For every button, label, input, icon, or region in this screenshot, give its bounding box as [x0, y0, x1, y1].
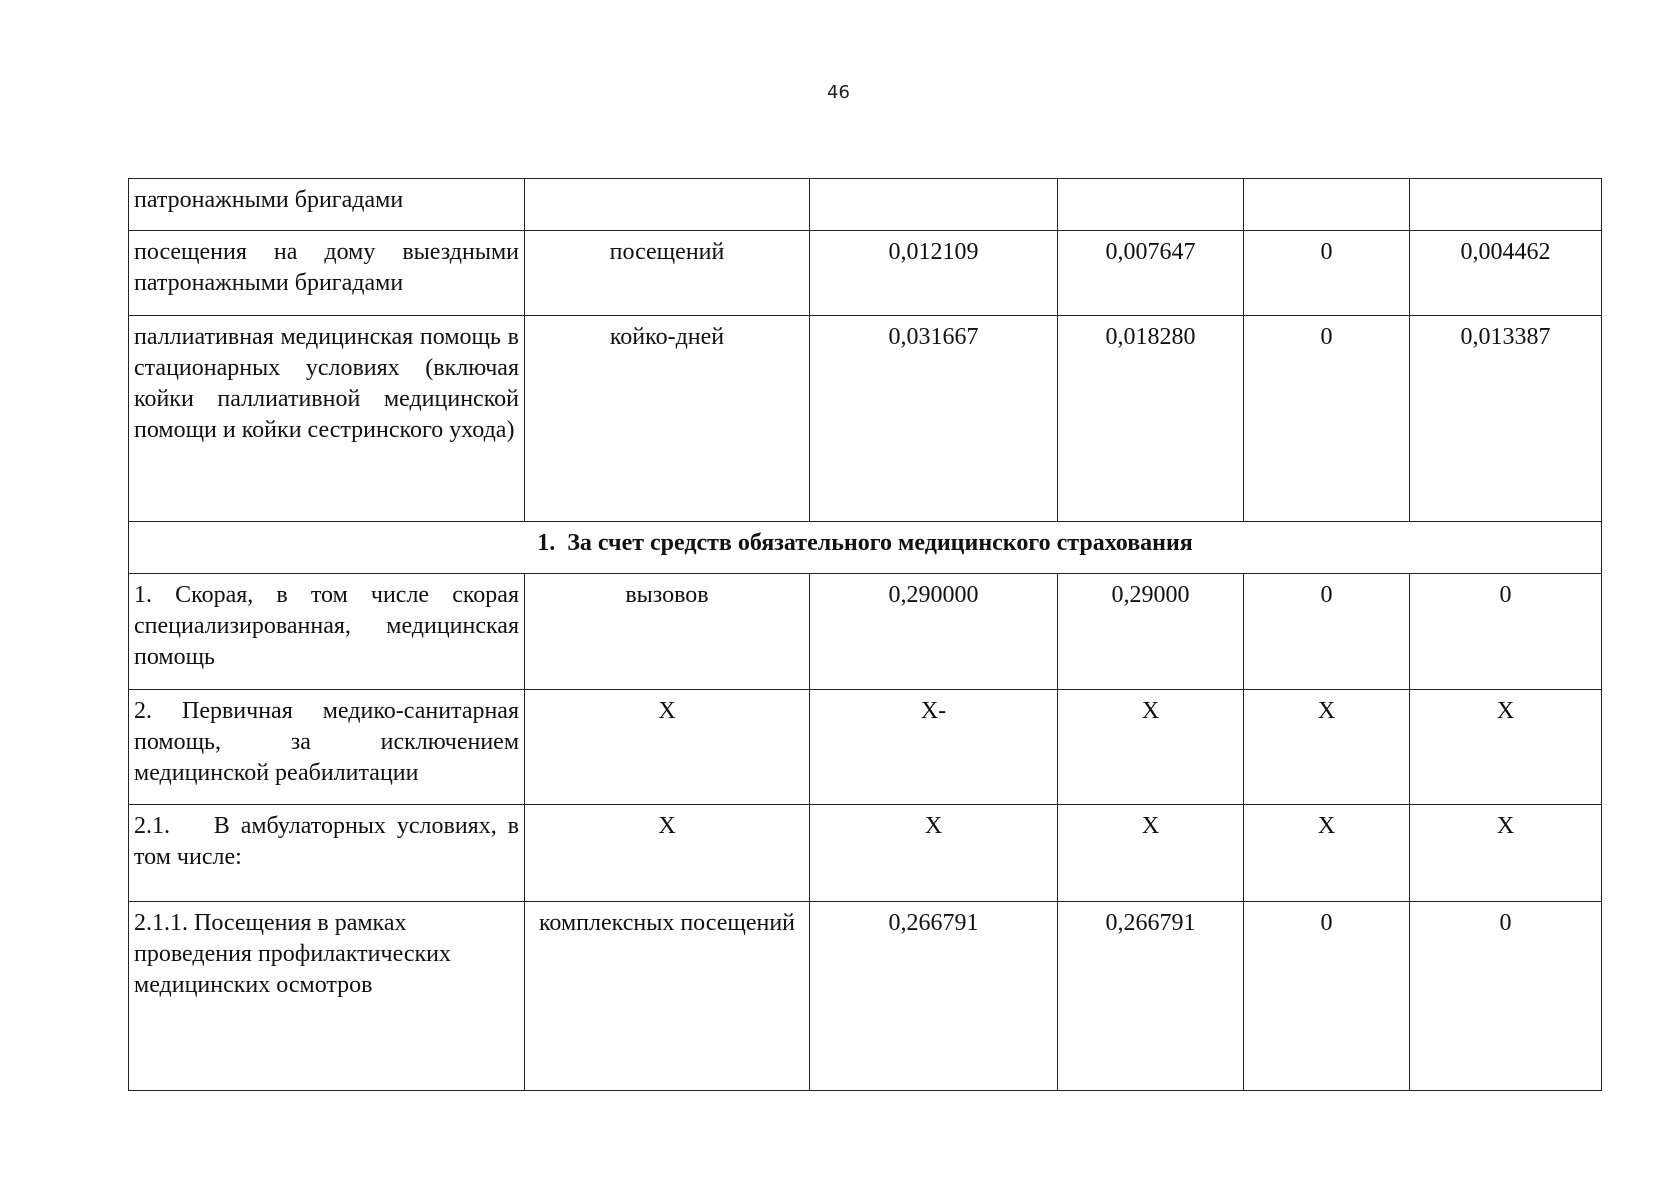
section-title: За счет средств обязательного медицинского страхования: [567, 530, 1193, 556]
row-description: 2. Первичная медико-санитарная помощь, за исключением медицинской реабилитации: [129, 690, 525, 805]
row-col5: 0: [1410, 902, 1602, 1091]
row-col4: Х: [1244, 805, 1410, 902]
row-col3: 0,018280: [1058, 316, 1244, 522]
row-unit: комплексных посещений: [525, 902, 810, 1091]
row-col5: 0,004462: [1410, 231, 1602, 316]
row-col3: Х: [1058, 805, 1244, 902]
row-col3: 0,29000: [1058, 574, 1244, 690]
row-col4: 0: [1244, 231, 1410, 316]
row-col4: [1244, 179, 1410, 231]
table-row: [129, 690, 1602, 805]
norms-table: [128, 178, 1602, 1091]
row-total: Х: [810, 805, 1058, 902]
table-row: [129, 902, 1602, 1091]
table-row: [129, 805, 1602, 902]
table-row: [129, 316, 1602, 522]
row-description: патронажными бригадами: [129, 179, 525, 231]
row-total: 0,012109: [810, 231, 1058, 316]
table-row: [129, 574, 1602, 690]
row-col5: Х: [1410, 805, 1602, 902]
section-number: 1.: [537, 530, 556, 556]
row-col3: Х: [1058, 690, 1244, 805]
row-description: 1. Скорая, в том числе скорая специализированная, медицинская помощь: [129, 574, 525, 690]
row-col3: 0,266791: [1058, 902, 1244, 1091]
row-col5: 0: [1410, 574, 1602, 690]
row-total: 0,290000: [810, 574, 1058, 690]
row-col4: 0: [1244, 316, 1410, 522]
row-unit: посещений: [525, 231, 810, 316]
row-col5: 0,013387: [1410, 316, 1602, 522]
row-description: паллиативная медицинская помощь в стационарных условиях (включая койки паллиативной медицинской помощи и койки сестринского ухода): [129, 316, 525, 522]
page-number: 46: [827, 82, 850, 103]
row-unit: койко-дней: [525, 316, 810, 522]
row-total: Х-: [810, 690, 1058, 805]
row-col5: [1410, 179, 1602, 231]
row-col4: 0: [1244, 574, 1410, 690]
row-unit: вызовов: [525, 574, 810, 690]
table-row: [129, 179, 1602, 231]
section-row: [129, 522, 1602, 574]
row-col3: [1058, 179, 1244, 231]
row-total: 0,266791: [810, 902, 1058, 1091]
section-heading: [129, 522, 1602, 574]
row-description: 2.1. В амбулаторных условиях, в том числе:: [129, 805, 525, 902]
row-unit: [525, 179, 810, 231]
row-unit: Х: [525, 805, 810, 902]
row-col4: Х: [1244, 690, 1410, 805]
row-col5: Х: [1410, 690, 1602, 805]
row-col3: 0,007647: [1058, 231, 1244, 316]
row-description: 2.1.1. Посещения в рамках проведения профилактических медицинских осмотров: [129, 902, 525, 1091]
row-total: [810, 179, 1058, 231]
row-unit: Х: [525, 690, 810, 805]
table-row: [129, 231, 1602, 316]
row-col4: 0: [1244, 902, 1410, 1091]
row-total: 0,031667: [810, 316, 1058, 522]
row-description: посещения на дому выездными патронажными бригадами: [129, 231, 525, 316]
